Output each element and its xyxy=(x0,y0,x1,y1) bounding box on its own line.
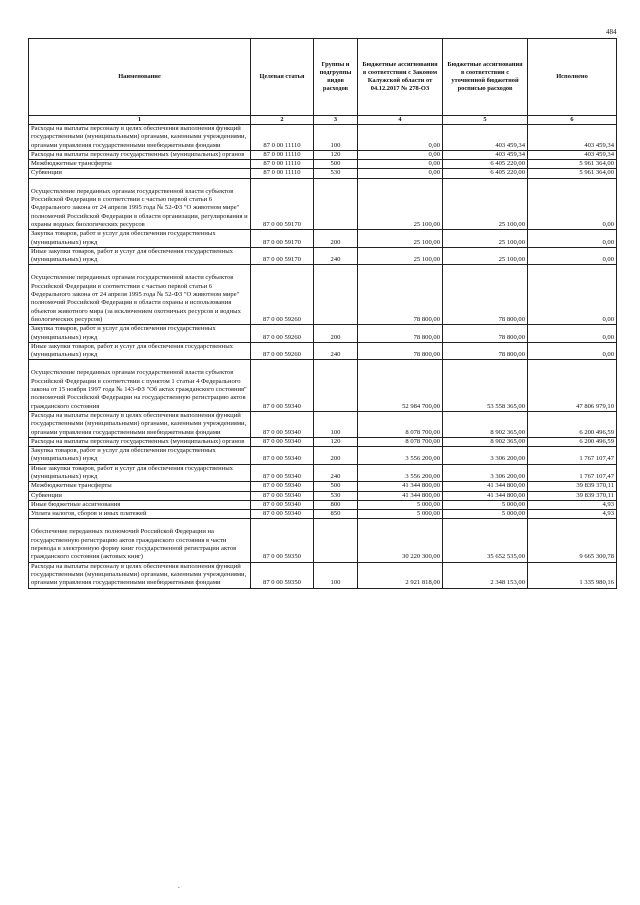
row-name-cell xyxy=(29,510,251,519)
expense-group-cell xyxy=(314,482,358,491)
executed-amount-cell xyxy=(528,230,617,248)
target-code-cell-text: 87 0 00 11110 xyxy=(263,169,301,177)
law-amount-cell-text: 78 800,00 xyxy=(413,315,440,323)
expense-group-cell xyxy=(314,464,358,482)
expense-group-cell xyxy=(314,247,358,265)
header-law: Бюджетные ассигнования в соответствии с Законом Калужской области от 04.12.2017 № 278-ОЗ xyxy=(358,39,443,116)
target-code-cell-text: 87 0 00 59340 xyxy=(263,402,301,410)
law-amount-cell xyxy=(358,447,443,465)
expense-group-cell xyxy=(314,342,358,360)
law-amount-cell-text: 25 100,00 xyxy=(413,220,440,228)
target-code-cell-text: 87 0 00 59260 xyxy=(263,333,301,341)
row-name-cell-text: Иные закупки товаров, работ и услуг для обеспечения государственных (муниципальных) нужд xyxy=(31,247,233,264)
refined-amount-cell xyxy=(443,562,528,588)
header-refined: Бюджетные ассигнования в соответствии с уточненной бюджетной росписью расходов xyxy=(443,39,528,116)
law-amount-cell-text: 41 344 800,00 xyxy=(402,491,440,499)
expense-group-cell xyxy=(314,491,358,500)
executed-amount-cell-text: 47 806 979,10 xyxy=(576,402,614,410)
executed-amount-cell-text: 4,93 xyxy=(602,510,614,518)
refined-amount-cell xyxy=(443,447,528,465)
executed-amount-cell-text: 0,00 xyxy=(602,351,614,359)
target-code-cell xyxy=(251,447,314,465)
row-name-cell-text: Расходы на выплаты персоналу в целях обеспечения выполнения функций государственными (муниципальными) органами, казенными учреждениями, органами управления государственными внебюджетными фондами xyxy=(31,125,247,149)
expense-group-cell xyxy=(314,360,358,411)
refined-amount-cell xyxy=(443,360,528,411)
target-code-cell-text: 87 0 00 59170 xyxy=(263,220,301,228)
executed-amount-cell xyxy=(528,519,617,562)
expense-group-cell xyxy=(314,230,358,248)
expense-group-cell xyxy=(314,447,358,465)
refined-amount-cell-text: 25 100,00 xyxy=(498,256,525,264)
row-name-cell-text: Закупка товаров, работ и услуг для обеспечения государственных (муниципальных) нужд xyxy=(31,325,216,341)
expense-group-cell-text: 850 xyxy=(330,510,341,518)
row-name-cell xyxy=(29,500,251,509)
executed-amount-cell xyxy=(528,437,617,446)
law-amount-cell xyxy=(358,178,443,229)
expense-group-cell-text: 200 xyxy=(330,238,341,246)
refined-amount-cell xyxy=(443,325,528,343)
target-code-cell xyxy=(251,482,314,491)
law-amount-cell xyxy=(358,491,443,500)
row-name-cell xyxy=(29,265,251,325)
law-amount-cell-text: 78 800,00 xyxy=(413,333,440,341)
page-number: 484 xyxy=(606,28,617,36)
executed-amount-cell-text: 0,00 xyxy=(602,220,614,228)
row-name-cell xyxy=(29,360,251,411)
table-row xyxy=(29,230,617,248)
refined-amount-cell-text: 25 100,00 xyxy=(498,220,525,228)
law-amount-cell-text: 5 000,00 xyxy=(416,510,440,518)
row-name-cell xyxy=(29,437,251,446)
table-row xyxy=(29,265,617,325)
refined-amount-cell-text: 25 100,00 xyxy=(498,238,525,246)
executed-amount-cell-text: 5 961 364,00 xyxy=(579,160,614,168)
executed-amount-cell xyxy=(528,500,617,509)
row-name-cell-text: Осуществление переданных органам государственной власти субъектов Российской Федерации в соответствии с частью первой статьи 6 Федерального закона от 24 апреля 1995 года № 52-ФЗ "О животном мире" полномочий Российской Федерации в области организации, регулирования и охраны водных биологических ресурсов xyxy=(31,187,248,228)
law-amount-cell xyxy=(358,169,443,178)
table-row xyxy=(29,247,617,265)
law-amount-cell xyxy=(358,562,443,588)
expense-group-cell-text: 120 xyxy=(330,437,341,445)
table-row xyxy=(29,360,617,411)
executed-amount-cell-text: 6 200 496,59 xyxy=(579,428,614,436)
row-name-cell-text: Расходы на выплаты персоналу в целях обеспечения выполнения функций государственными (муниципальными) органами, казенными учреждениями, органами управления государственными внебюджетными фондами xyxy=(31,411,247,436)
law-amount-cell xyxy=(358,482,443,491)
header-target: Целевая статья xyxy=(251,39,314,116)
target-code-cell xyxy=(251,325,314,343)
expense-group-cell xyxy=(314,160,358,169)
row-name-cell-text: Иные закупки товаров, работ и услуг для обеспечения государственных (муниципальных) нужд xyxy=(31,342,233,359)
law-amount-cell xyxy=(358,437,443,446)
row-name-cell-text: Осуществление переданных органам государственной власти субъектов Российской Федерации в соответствии с частью первой статьи 6 Федерального закона от 24 апреля 1995 года № 52-ФЗ "О животном мире" полномочий Российской Федерации в области охраны и использования объектов животного мира (за исключением охотничьих ресурсов и водных биологических ресурсов) xyxy=(31,274,241,323)
column-number: 5 xyxy=(443,116,528,125)
row-name-cell-text: Закупка товаров, работ и услуг для обеспечения государственных (муниципальных) нужд xyxy=(31,447,216,463)
row-name-cell-text: Уплата налогов, сборов и иных платежей xyxy=(31,510,147,518)
law-amount-cell-text: 41 344 800,00 xyxy=(402,482,440,490)
law-amount-cell-text: 8 078 700,00 xyxy=(405,428,440,436)
refined-amount-cell-text: 403 459,34 xyxy=(495,141,525,149)
target-code-cell-text: 87 0 00 59340 xyxy=(263,491,301,499)
table-row xyxy=(29,125,617,151)
law-amount-cell-text: 52 984 700,00 xyxy=(402,402,440,410)
executed-amount-cell xyxy=(528,342,617,360)
target-code-cell-text: 87 0 00 59350 xyxy=(263,553,301,561)
header-executed: Исполнено xyxy=(528,39,617,116)
expense-group-cell-text: 120 xyxy=(330,150,341,158)
table-row xyxy=(29,500,617,509)
expense-group-cell xyxy=(314,510,358,519)
refined-amount-cell xyxy=(443,464,528,482)
expense-group-cell xyxy=(314,411,358,437)
refined-amount-cell xyxy=(443,342,528,360)
refined-amount-cell xyxy=(443,519,528,562)
column-number: 4 xyxy=(358,116,443,125)
refined-amount-cell-text: 8 902 365,00 xyxy=(490,428,525,436)
law-amount-cell-text: 25 100,00 xyxy=(413,256,440,264)
refined-amount-cell-text: 5 000,00 xyxy=(501,500,525,508)
refined-amount-cell xyxy=(443,265,528,325)
refined-amount-cell xyxy=(443,500,528,509)
table-row xyxy=(29,411,617,437)
expense-group-cell xyxy=(314,125,358,151)
row-name-cell xyxy=(29,160,251,169)
executed-amount-cell-text: 39 839 370,11 xyxy=(576,482,614,490)
executed-amount-cell-text: 403 459,34 xyxy=(584,141,614,149)
target-code-cell-text: 87 0 00 59340 xyxy=(263,500,301,508)
law-amount-cell xyxy=(358,125,443,151)
executed-amount-cell-text: 0,00 xyxy=(602,315,614,323)
expense-group-cell-text: 240 xyxy=(330,472,341,480)
table-row xyxy=(29,519,617,562)
executed-amount-cell-text: 4,93 xyxy=(602,500,614,508)
executed-amount-cell xyxy=(528,178,617,229)
expense-group-cell xyxy=(314,562,358,588)
row-name-cell-text: Субвенции xyxy=(31,169,62,177)
law-amount-cell-text: 78 800,00 xyxy=(413,351,440,359)
row-name-cell xyxy=(29,411,251,437)
executed-amount-cell xyxy=(528,510,617,519)
table-row xyxy=(29,150,617,159)
row-name-cell xyxy=(29,247,251,265)
executed-amount-cell xyxy=(528,464,617,482)
header-name: Наименование xyxy=(29,39,251,116)
refined-amount-cell xyxy=(443,247,528,265)
refined-amount-cell xyxy=(443,437,528,446)
target-code-cell xyxy=(251,125,314,151)
row-name-cell xyxy=(29,482,251,491)
executed-amount-cell-text: 403 459,34 xyxy=(584,150,614,158)
law-amount-cell-text: 8 078 700,00 xyxy=(405,437,440,445)
law-amount-cell xyxy=(358,325,443,343)
executed-amount-cell-text: 0,00 xyxy=(602,256,614,264)
row-name-cell xyxy=(29,464,251,482)
refined-amount-cell-text: 78 800,00 xyxy=(498,315,525,323)
row-name-cell-text: Иные закупки товаров, работ и услуг для обеспечения государственных (муниципальных) нужд xyxy=(31,464,233,480)
refined-amount-cell-text: 78 800,00 xyxy=(498,351,525,359)
expense-group-cell-text: 200 xyxy=(330,333,341,341)
law-amount-cell-text: 3 556 200,00 xyxy=(405,455,440,463)
target-code-cell-text: 87 0 00 11110 xyxy=(263,150,301,158)
row-name-cell-text: Обеспечение переданных полномочий Российской Федерации на государственную регистрацию актов гражданского состояния в части перевода в электронную форму книг государственной регистрации актов гражданского состояния (актовых книг) xyxy=(31,528,237,561)
refined-amount-cell xyxy=(443,169,528,178)
law-amount-cell-text: 3 556 200,00 xyxy=(405,472,440,480)
table-row xyxy=(29,169,617,178)
target-code-cell-text: 87 0 00 11110 xyxy=(263,160,301,168)
executed-amount-cell xyxy=(528,150,617,159)
executed-amount-cell xyxy=(528,160,617,169)
expense-group-cell xyxy=(314,178,358,229)
column-number: 6 xyxy=(528,116,617,125)
law-amount-cell xyxy=(358,411,443,437)
executed-amount-cell-text: 1 767 107,47 xyxy=(579,472,614,480)
law-amount-cell-text: 0,00 xyxy=(428,150,440,158)
expense-group-cell xyxy=(314,500,358,509)
refined-amount-cell xyxy=(443,491,528,500)
row-name-cell-text: Расходы на выплаты персоналу государственных (муниципальных) органов xyxy=(31,437,245,445)
law-amount-cell-text: 2 921 818,00 xyxy=(405,579,440,587)
row-name-cell-text: Расходы на выплаты персоналу государственных (муниципальных) органов xyxy=(31,150,245,158)
target-code-cell xyxy=(251,247,314,265)
expense-group-cell-text: 800 xyxy=(330,500,341,508)
executed-amount-cell xyxy=(528,265,617,325)
table-row xyxy=(29,447,617,465)
table-row xyxy=(29,491,617,500)
row-name-cell xyxy=(29,230,251,248)
refined-amount-cell-text: 53 558 365,00 xyxy=(487,402,525,410)
refined-amount-cell-text: 78 800,00 xyxy=(498,333,525,341)
executed-amount-cell xyxy=(528,447,617,465)
refined-amount-cell-text: 3 306 200,00 xyxy=(490,472,525,480)
refined-amount-cell-text: 41 344 800,00 xyxy=(487,491,525,499)
law-amount-cell xyxy=(358,519,443,562)
row-name-cell-text: Субвенции xyxy=(31,491,62,499)
executed-amount-cell-text: 5 961 364,00 xyxy=(579,169,614,177)
target-code-cell-text: 87 0 00 59170 xyxy=(263,256,301,264)
refined-amount-cell-text: 35 652 535,00 xyxy=(487,553,525,561)
expense-group-cell xyxy=(314,519,358,562)
refined-amount-cell-text: 2 348 153,00 xyxy=(490,579,525,587)
target-code-cell xyxy=(251,230,314,248)
target-code-cell-text: 87 0 00 59260 xyxy=(263,315,301,323)
expense-group-cell xyxy=(314,265,358,325)
law-amount-cell xyxy=(358,360,443,411)
table-row xyxy=(29,482,617,491)
table-row xyxy=(29,160,617,169)
budget-table xyxy=(28,38,617,589)
law-amount-cell-text: 5 000,00 xyxy=(416,500,440,508)
row-name-cell xyxy=(29,325,251,343)
executed-amount-cell xyxy=(528,325,617,343)
expense-group-cell xyxy=(314,437,358,446)
row-name-cell xyxy=(29,491,251,500)
target-code-cell xyxy=(251,411,314,437)
law-amount-cell xyxy=(358,342,443,360)
row-name-cell-text: Межбюджетные трансферты xyxy=(31,160,112,168)
executed-amount-cell xyxy=(528,482,617,491)
refined-amount-cell xyxy=(443,160,528,169)
expense-group-cell xyxy=(314,325,358,343)
target-code-cell xyxy=(251,519,314,562)
expense-group-cell xyxy=(314,150,358,159)
law-amount-cell xyxy=(358,230,443,248)
law-amount-cell-text: 0,00 xyxy=(428,160,440,168)
executed-amount-cell xyxy=(528,360,617,411)
table-row xyxy=(29,437,617,446)
executed-amount-cell-text: 6 200 496,59 xyxy=(579,437,614,445)
executed-amount-cell-text: 0,00 xyxy=(602,238,614,246)
target-code-cell xyxy=(251,178,314,229)
row-name-cell-text: Межбюджетные трансферты xyxy=(31,482,112,490)
law-amount-cell-text: 30 220 300,00 xyxy=(402,553,440,561)
row-name-cell-text: Расходы на выплаты персоналу в целях обеспечения выполнения функций государственными (муниципальными) органами, казенными учреждениями, органами управления государственными внебюджетными фондами xyxy=(31,562,247,587)
column-number: 3 xyxy=(314,116,358,125)
refined-amount-cell xyxy=(443,510,528,519)
refined-amount-cell xyxy=(443,178,528,229)
law-amount-cell xyxy=(358,265,443,325)
table-row xyxy=(29,464,617,482)
executed-amount-cell-text: 1 767 107,47 xyxy=(579,455,614,463)
law-amount-cell xyxy=(358,464,443,482)
executed-amount-cell-text: 1 335 980,16 xyxy=(579,579,614,587)
executed-amount-cell xyxy=(528,411,617,437)
column-number-row xyxy=(29,116,617,125)
executed-amount-cell xyxy=(528,491,617,500)
row-name-cell xyxy=(29,169,251,178)
target-code-cell-text: 87 0 00 59340 xyxy=(263,437,301,445)
expense-group-cell-text: 500 xyxy=(330,482,341,490)
expense-group-cell-text: 200 xyxy=(330,455,341,463)
row-name-cell xyxy=(29,125,251,151)
footer-mark: . xyxy=(178,882,180,890)
table-row xyxy=(29,562,617,588)
expense-group-cell-text: 100 xyxy=(330,428,341,436)
refined-amount-cell-text: 41 344 800,00 xyxy=(487,482,525,490)
target-code-cell-text: 87 0 00 59350 xyxy=(263,579,301,587)
target-code-cell xyxy=(251,265,314,325)
expense-group-cell-text: 240 xyxy=(330,256,341,264)
row-name-cell xyxy=(29,447,251,465)
expense-group-cell-text: 240 xyxy=(330,351,341,359)
refined-amount-cell xyxy=(443,150,528,159)
expense-group-cell-text: 530 xyxy=(330,169,341,177)
refined-amount-cell-text: 6 405 220,00 xyxy=(490,169,525,177)
law-amount-cell-text: 25 100,00 xyxy=(413,238,440,246)
table-row xyxy=(29,325,617,343)
row-name-cell xyxy=(29,562,251,588)
row-name-cell-text: Иные бюджетные ассигнования xyxy=(31,500,121,508)
target-code-cell-text: 87 0 00 59170 xyxy=(263,238,301,246)
header-group: Группы и подгруппы видов расходов xyxy=(314,39,358,116)
executed-amount-cell xyxy=(528,562,617,588)
law-amount-cell xyxy=(358,150,443,159)
target-code-cell xyxy=(251,150,314,159)
target-code-cell xyxy=(251,342,314,360)
target-code-cell xyxy=(251,500,314,509)
expense-group-cell-text: 500 xyxy=(330,160,341,168)
column-number: 1 xyxy=(29,116,251,125)
law-amount-cell-text: 0,00 xyxy=(428,141,440,149)
refined-amount-cell xyxy=(443,411,528,437)
refined-amount-cell-text: 5 000,00 xyxy=(501,510,525,518)
executed-amount-cell-text: 9 665 300,78 xyxy=(579,553,614,561)
row-name-cell xyxy=(29,150,251,159)
table-row xyxy=(29,178,617,229)
executed-amount-cell xyxy=(528,169,617,178)
target-code-cell xyxy=(251,360,314,411)
row-name-cell xyxy=(29,178,251,229)
target-code-cell-text: 87 0 00 59340 xyxy=(263,482,301,490)
target-code-cell-text: 87 0 00 11110 xyxy=(263,141,301,149)
target-code-cell xyxy=(251,437,314,446)
expense-group-cell-text: 530 xyxy=(330,491,341,499)
target-code-cell xyxy=(251,510,314,519)
expense-group-cell-text: 100 xyxy=(330,141,341,149)
target-code-cell-text: 87 0 00 59340 xyxy=(263,455,301,463)
target-code-cell xyxy=(251,491,314,500)
target-code-cell-text: 87 0 00 59340 xyxy=(263,428,301,436)
expense-group-cell xyxy=(314,169,358,178)
law-amount-cell xyxy=(358,510,443,519)
target-code-cell xyxy=(251,169,314,178)
refined-amount-cell xyxy=(443,125,528,151)
executed-amount-cell xyxy=(528,247,617,265)
law-amount-cell xyxy=(358,160,443,169)
row-name-cell xyxy=(29,342,251,360)
row-name-cell-text: Осуществление переданных органам государственной власти субъектов Российской Федерации в соответствии с пунктом 1 статьи 4 Федерального закона от 15 ноября 1997 года № 143-ФЗ "Об актах гражданского состояния" полномочий Российской Федерации на государственную регистрацию актов гражданского состояния xyxy=(31,369,247,410)
table-row xyxy=(29,510,617,519)
expense-group-cell-text: 100 xyxy=(330,579,341,587)
target-code-cell xyxy=(251,562,314,588)
target-code-cell-text: 87 0 00 59340 xyxy=(263,472,301,480)
target-code-cell xyxy=(251,464,314,482)
executed-amount-cell xyxy=(528,125,617,151)
table-row xyxy=(29,342,617,360)
refined-amount-cell-text: 403 459,34 xyxy=(495,150,525,158)
refined-amount-cell-text: 6 405 220,00 xyxy=(490,160,525,168)
executed-amount-cell-text: 39 839 370,11 xyxy=(576,491,614,499)
row-name-cell xyxy=(29,519,251,562)
target-code-cell-text: 87 0 00 59340 xyxy=(263,510,301,518)
law-amount-cell-text: 0,00 xyxy=(428,169,440,177)
refined-amount-cell-text: 3 306 200,00 xyxy=(490,455,525,463)
table-header-row xyxy=(29,39,617,116)
table-body xyxy=(29,125,617,589)
refined-amount-cell-text: 8 902 365,00 xyxy=(490,437,525,445)
refined-amount-cell xyxy=(443,230,528,248)
target-code-cell xyxy=(251,160,314,169)
executed-amount-cell-text: 0,00 xyxy=(602,333,614,341)
target-code-cell-text: 87 0 00 59260 xyxy=(263,351,301,359)
refined-amount-cell xyxy=(443,482,528,491)
law-amount-cell xyxy=(358,247,443,265)
column-number: 2 xyxy=(251,116,314,125)
law-amount-cell xyxy=(358,500,443,509)
row-name-cell-text: Закупка товаров, работ и услуг для обеспечения государственных (муниципальных) нужд xyxy=(31,230,216,246)
